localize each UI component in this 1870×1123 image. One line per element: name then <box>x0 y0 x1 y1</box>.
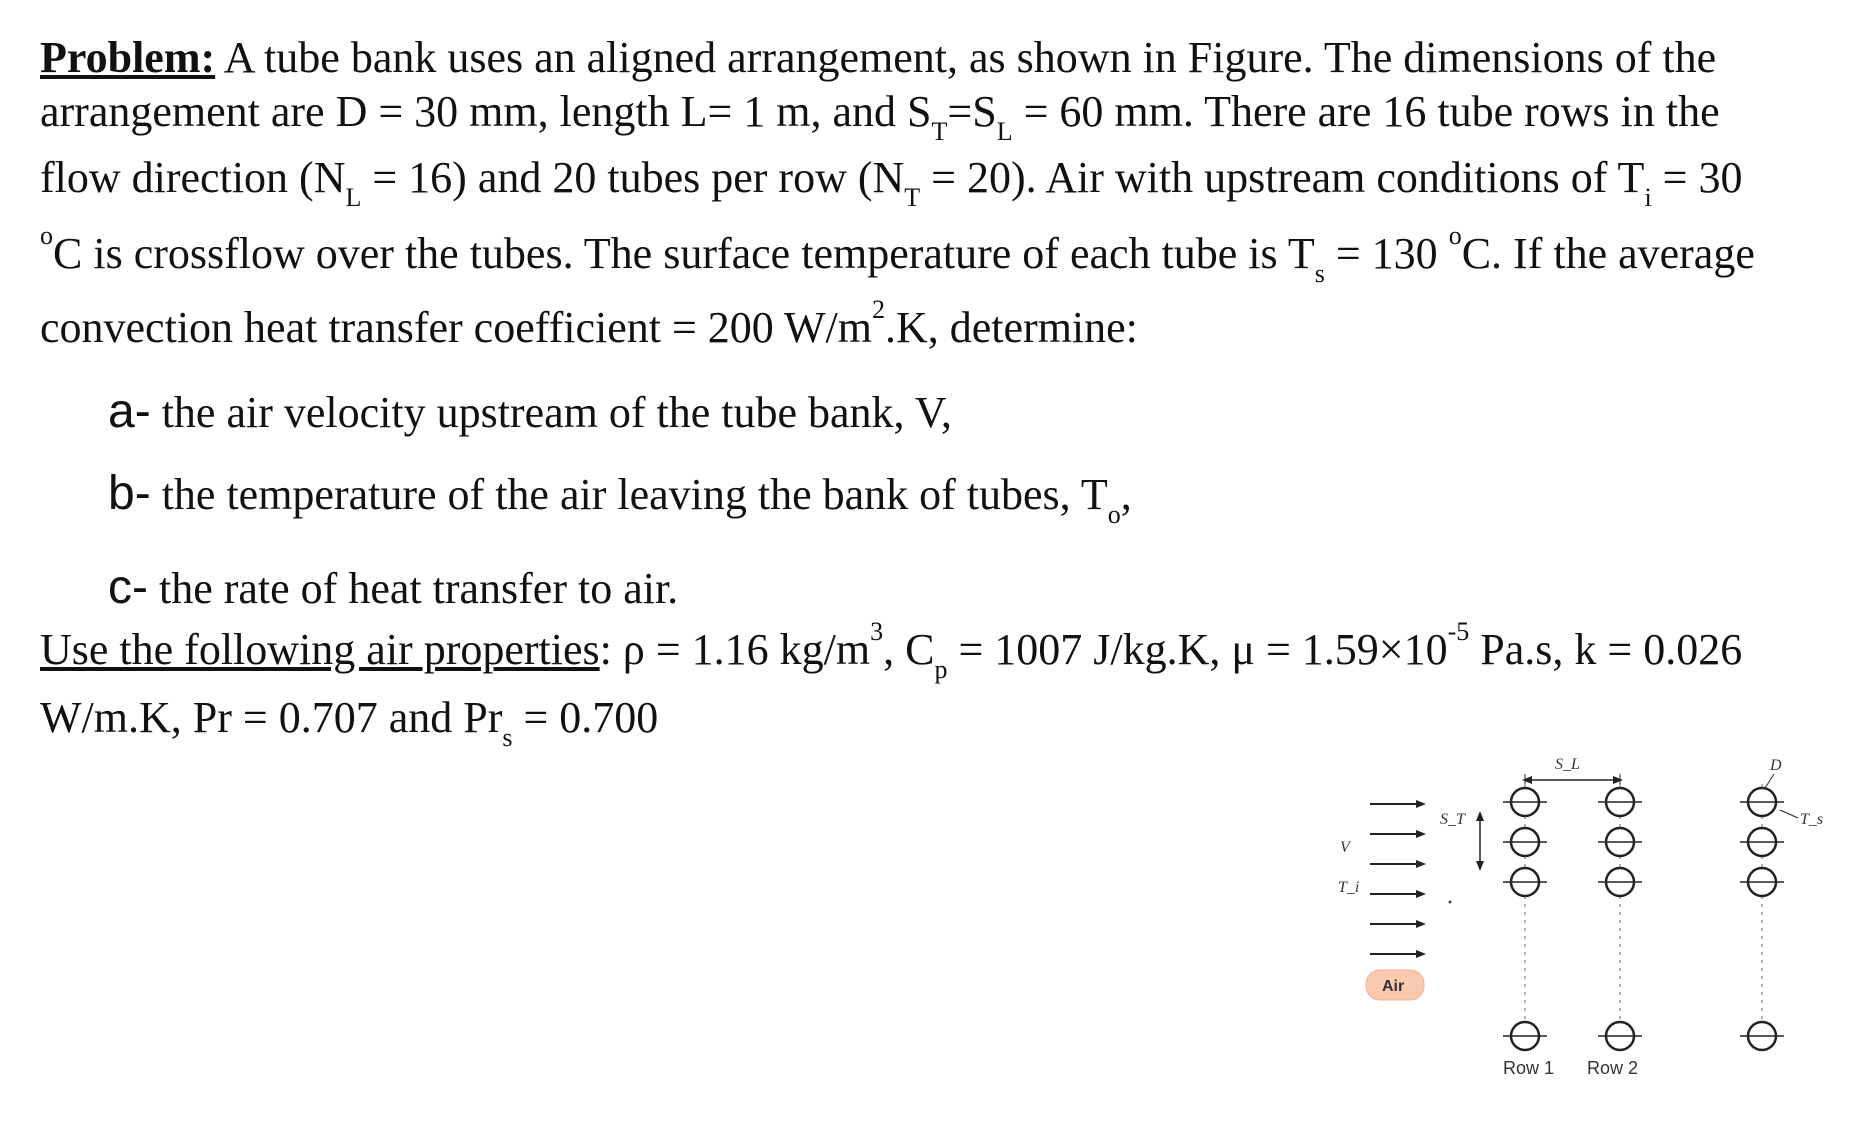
tube-array <box>1503 784 1784 1054</box>
superscript: 3 <box>870 617 884 646</box>
properties-line-1 <box>40 617 1743 684</box>
text: .K, determine: <box>884 303 1138 352</box>
subscript: s <box>502 723 513 752</box>
superscript: o <box>1448 221 1462 250</box>
text: , <box>1120 470 1132 519</box>
superscript: o <box>40 221 53 250</box>
problem-line-4 <box>40 221 1755 288</box>
text: Pa.s, k = 0.026 <box>1469 625 1743 674</box>
flow-arrowhead <box>1416 950 1426 958</box>
label-Ti: T_i <box>1338 879 1360 896</box>
row-1-label: Row 1 <box>1503 1058 1555 1078</box>
flow-arrowhead <box>1416 920 1426 928</box>
item-label: c- <box>108 561 148 614</box>
subscript: L <box>996 117 1013 146</box>
item-c <box>108 560 678 615</box>
problem-line-3 <box>40 153 1743 212</box>
air-badge-label: Air <box>1382 978 1405 995</box>
text: : <box>599 625 612 674</box>
problem-line-2 <box>40 87 1720 146</box>
item-label: b- <box>108 467 151 520</box>
flow-arrowhead <box>1416 830 1426 838</box>
text: convection heat transfer coefficient = 200 W/m <box>40 303 872 352</box>
text: = 20). Air with upstream conditions of T <box>920 153 1645 202</box>
label-Ts: T_s <box>1800 811 1824 828</box>
subscript: i <box>1644 183 1652 212</box>
subscript: T <box>931 117 948 146</box>
row-2-label: Row 2 <box>1587 1058 1639 1078</box>
tube-bank-figure <box>1300 744 1824 1084</box>
subscript: o <box>1107 500 1121 529</box>
text: = 130 <box>1324 229 1449 278</box>
text: = 30 <box>1651 153 1743 202</box>
text: =S <box>947 87 997 136</box>
item-b <box>108 466 1132 529</box>
text: = 1007 J/kg.K, μ = 1.59×10 <box>947 625 1448 674</box>
item-text: the rate of heat transfer to air. <box>158 564 679 613</box>
problem-line-5 <box>40 295 1138 352</box>
text: = 0.700 <box>512 693 659 742</box>
arrowhead <box>1476 811 1484 821</box>
problem-line-1 <box>40 33 1717 82</box>
flow-arrowhead <box>1416 800 1426 808</box>
subscript: s <box>1314 259 1325 288</box>
leader-Ts <box>1780 810 1798 818</box>
text: C is crossflow over the tubes. The surface temperature of each tube is T <box>53 229 1315 278</box>
text: = 16) and 20 tubes per row (N <box>361 153 905 202</box>
item-label: a- <box>108 385 151 438</box>
item-text: the air velocity upstream of the tube bank, V, <box>161 388 952 437</box>
superscript: 2 <box>871 295 885 324</box>
arrowhead <box>1476 861 1484 871</box>
arrowhead <box>1613 776 1623 784</box>
subscript: T <box>904 183 921 212</box>
dot <box>1449 901 1452 904</box>
text: ρ = 1.16 kg/m <box>611 625 871 674</box>
item-a <box>108 384 952 439</box>
text: C. If the average <box>1461 229 1755 278</box>
label-D: D <box>1770 757 1782 774</box>
text: flow direction (N <box>40 153 346 202</box>
label-V: V <box>1340 839 1350 856</box>
text: arrangement are D = 30 mm, length L= 1 m, and S <box>40 87 932 136</box>
problem-line-1-text: A tube bank uses an aligned arrangement, as shown in Figure. The dimensions of the <box>215 33 1717 82</box>
flow-arrowhead <box>1416 860 1426 868</box>
label-SL: S_L <box>1555 756 1580 773</box>
superscript: -5 <box>1447 617 1470 646</box>
item-text: the temperature of the air leaving the bank of tubes, T <box>161 470 1108 519</box>
label-ST: S_T <box>1440 811 1465 828</box>
arrowhead <box>1522 776 1532 784</box>
subscript: L <box>345 183 362 212</box>
text: = 60 mm. There are 16 tube rows in the <box>1012 87 1720 136</box>
problem-heading: Problem: <box>40 33 216 82</box>
flow-arrowhead <box>1416 890 1426 898</box>
text: , C <box>883 625 935 674</box>
subscript: p <box>934 655 948 684</box>
properties-lead: Use the following air properties <box>40 625 600 674</box>
text: W/m.K, Pr = 0.707 and Pr <box>40 693 503 742</box>
properties-line-2 <box>40 693 659 752</box>
